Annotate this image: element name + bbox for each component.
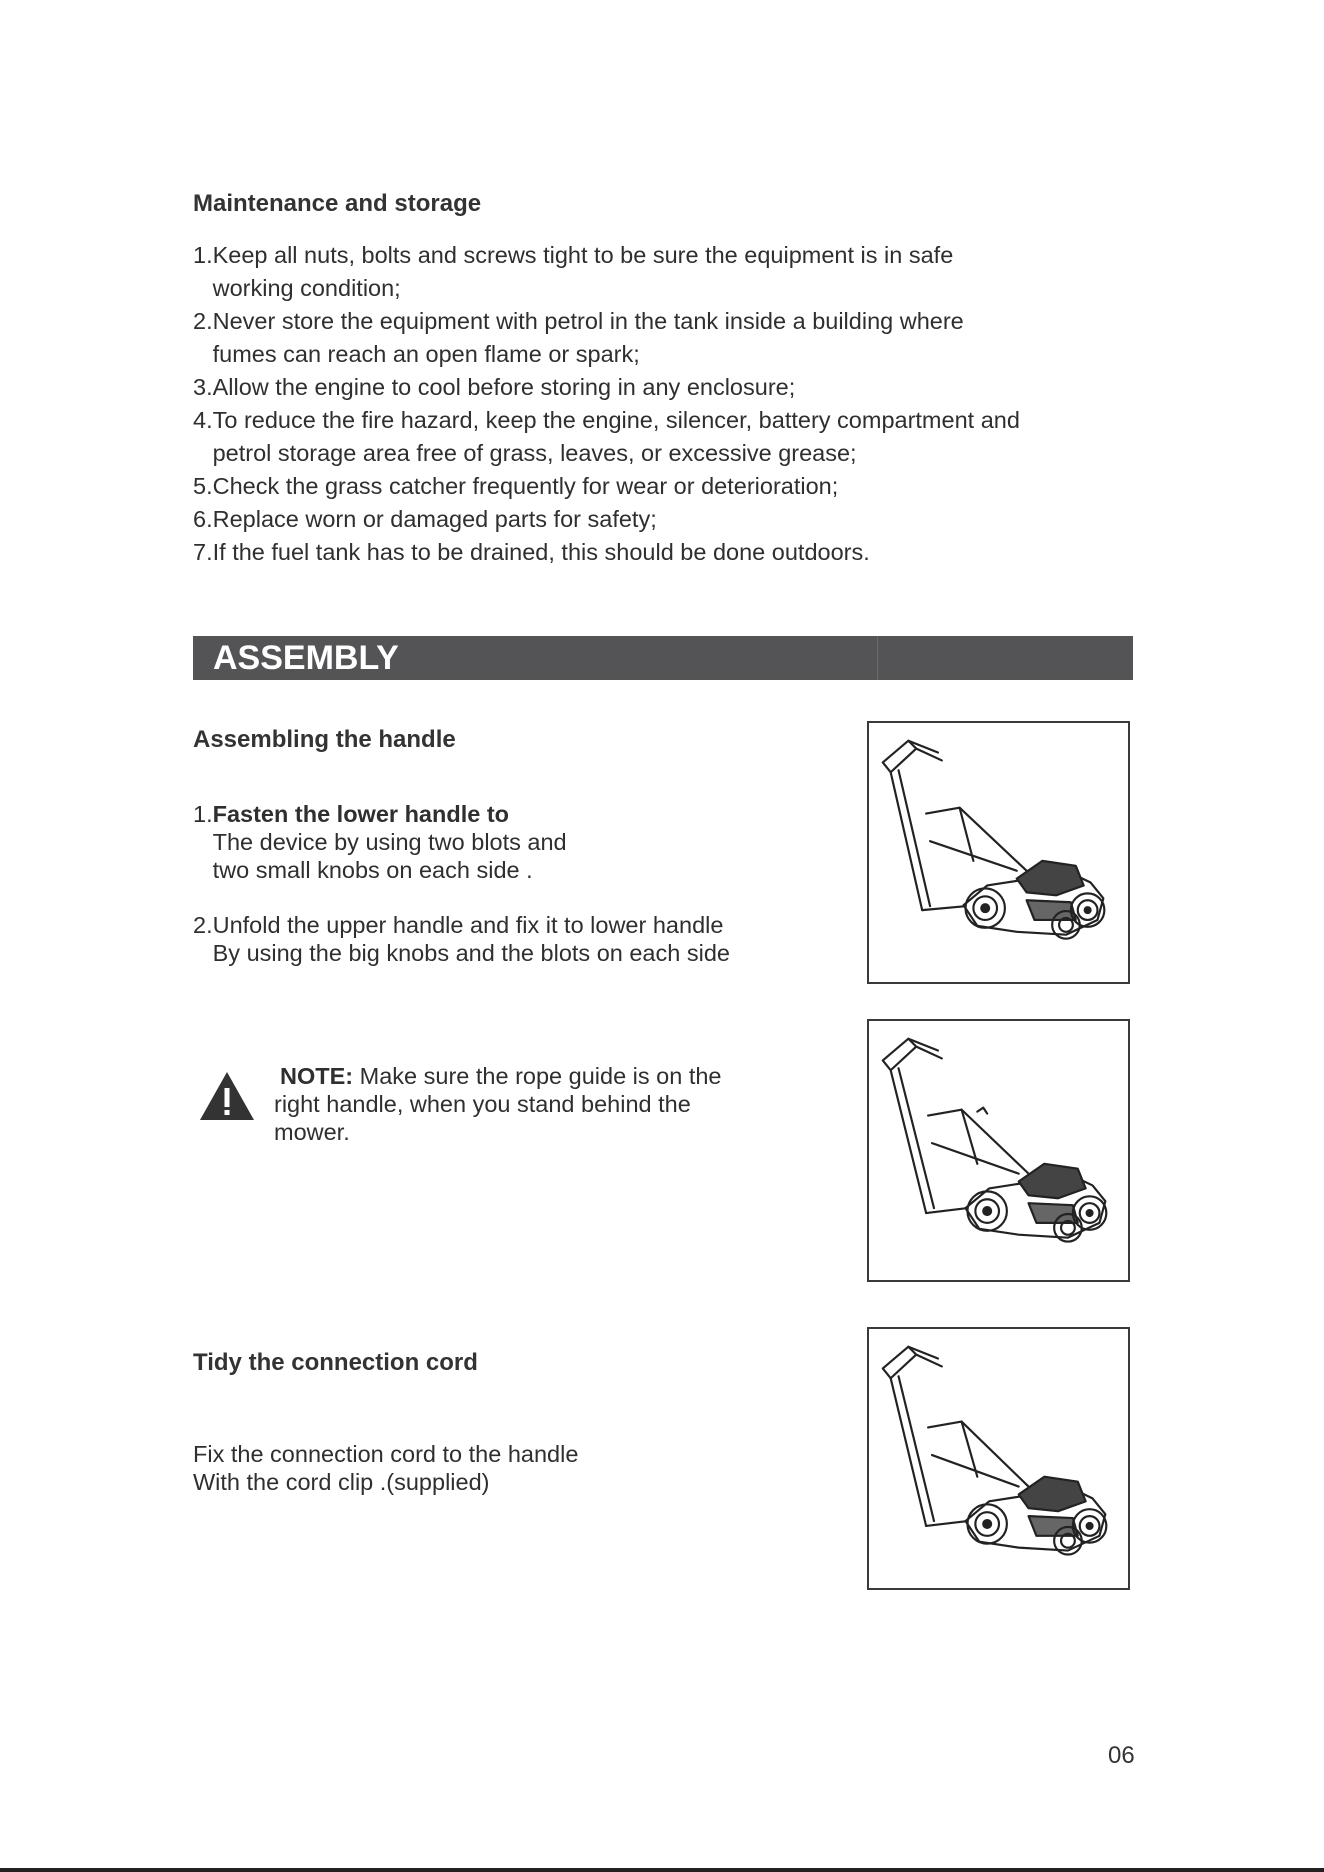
list-item xyxy=(193,239,1143,305)
item-number: 1. xyxy=(193,242,213,268)
item-number: 2. xyxy=(193,308,213,334)
step-text: Fasten the lower handle to xyxy=(212,801,510,827)
cord-line: With the cord clip .(supplied) xyxy=(193,1469,490,1495)
handle-step-2 xyxy=(193,911,833,967)
page-number: 06 xyxy=(1108,1742,1135,1769)
item-text-continued: fumes can reach an open flame or spark; xyxy=(212,341,640,367)
cord-text xyxy=(193,1440,833,1496)
note-line: right handle, when you stand behind the xyxy=(274,1091,691,1117)
list-item xyxy=(193,305,1143,371)
list-item xyxy=(193,503,1143,536)
banner-divider xyxy=(877,636,878,680)
handle-heading: Assembling the handle xyxy=(193,726,456,753)
list-item xyxy=(193,371,1143,404)
list-item xyxy=(193,911,833,967)
item-text-continued: working condition; xyxy=(212,275,401,301)
item-number: 6. xyxy=(193,506,213,532)
section-banner xyxy=(193,636,1133,680)
item-text: Replace worn or damaged parts for safety; xyxy=(212,506,657,532)
cord-heading: Tidy the connection cord xyxy=(193,1349,478,1376)
step-text: By using the big knobs and the blots on each side xyxy=(212,940,730,966)
step-text: Unfold the upper handle and fix it to lower handle xyxy=(212,912,724,938)
figure-mower-cord-clip xyxy=(867,1327,1130,1590)
figure-mower-rope-guide xyxy=(867,1019,1130,1282)
warning-triangle-icon xyxy=(198,1070,256,1122)
list-item xyxy=(193,404,1143,470)
lawn-mower-illustration xyxy=(869,1329,1128,1588)
item-number: 1. xyxy=(193,801,213,827)
note-label: NOTE: xyxy=(280,1063,354,1089)
item-number: 7. xyxy=(193,539,213,565)
bottom-edge-rule xyxy=(0,1868,1324,1872)
item-text: Never store the equipment with petrol in the tank inside a building where xyxy=(212,308,964,334)
item-number: 2. xyxy=(193,912,213,938)
step-text: two small knobs on each side . xyxy=(212,857,533,883)
item-number: 4. xyxy=(193,407,213,433)
maintenance-list xyxy=(193,239,1143,569)
list-item xyxy=(193,536,1143,569)
list-item xyxy=(193,800,833,884)
section-banner-title: ASSEMBLY xyxy=(213,639,399,677)
item-text: Keep all nuts, bolts and screws tight to be sure the equipment is in safe xyxy=(212,242,954,268)
handle-step-1 xyxy=(193,800,833,884)
item-text: To reduce the fire hazard, keep the engine, silencer, battery compartment and xyxy=(212,407,1020,433)
item-number: 5. xyxy=(193,473,213,499)
item-text: Allow the engine to cool before storing in any enclosure; xyxy=(212,374,796,400)
item-text-continued: petrol storage area free of grass, leaves, or excessive grease; xyxy=(212,440,857,466)
cord-line: Fix the connection cord to the handle xyxy=(193,1441,579,1467)
figure-mower-handle-assembly xyxy=(867,721,1130,984)
lawn-mower-illustration xyxy=(869,723,1128,982)
item-number: 3. xyxy=(193,374,213,400)
item-text: Check the grass catcher frequently for wear or deterioration; xyxy=(212,473,839,499)
lawn-mower-illustration xyxy=(869,1021,1128,1280)
note-text xyxy=(274,1062,834,1146)
step-text: The device by using two blots and xyxy=(212,829,567,855)
item-text: If the fuel tank has to be drained, this should be done outdoors. xyxy=(212,539,870,565)
note-line: Make sure the rope guide is on the xyxy=(359,1063,722,1089)
note-line: mower. xyxy=(274,1119,350,1145)
maintenance-heading: Maintenance and storage xyxy=(193,190,482,217)
list-item xyxy=(193,470,1143,503)
